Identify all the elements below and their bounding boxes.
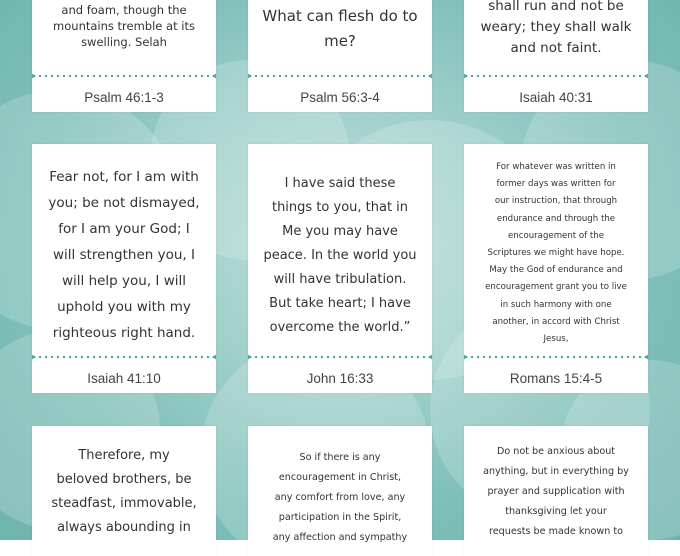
verse-text: and foam, though the mountains tremble at its swelling. Selah [53,3,195,49]
verse-reference: Isaiah 41:10 [87,371,161,386]
verse-card-anxious [464,426,648,556]
verse-card-encouragement [248,426,432,556]
dotted-divider [464,73,648,79]
verse-card-steadfast [32,426,216,556]
verse-card-romans-15 [464,144,648,393]
verse-card-psalm-56 [248,0,432,112]
dotted-divider [464,354,648,360]
dotted-divider [248,73,432,79]
verse-reference: John 16:33 [306,371,374,386]
dotted-divider [32,354,216,360]
dotted-divider [32,73,216,79]
verse-text: What can flesh do to me? [262,7,418,50]
verse-text: Fear not, for I am with you; be not dismayed, for I am your God; I will strengthen you, I will help you, I will uphold you with my righteous right hand. [48,169,200,341]
verse-text: For whatever was written in former days was written for our instruction, that through endurance and through the encouragement of the Scriptures we might have hope. May the God of endurance and encouragement grant you to live in such harmony with one another, in accord with Christ Jesus, [485,162,627,345]
verse-reference: Romans 15:4-5 [509,371,603,386]
verse-card-john-16 [248,144,432,393]
verse-reference: Psalm 56:3-4 [300,90,380,105]
verse-reference: Psalm 46:1-3 [84,90,164,105]
verse-text: Do not be anxious about anything, but in everything by prayer and supplication with thanksgiving let your requests be made known to [483,446,629,537]
verse-reference: Isaiah 40:31 [519,90,593,105]
verse-text: So if there is any encouragement in Christ, any comfort from love, any participation in the Spirit, any affection and sympathy [272,452,408,543]
verse-card-isaiah-41 [32,144,216,393]
verse-card-psalm-46 [32,0,216,112]
verse-card-isaiah-40 [464,0,648,112]
dotted-divider [248,354,432,360]
verse-text: shall run and not be weary; they shall walk and not faint. [480,0,632,56]
verse-text: I have said these things to you, that in Me you may have peace. In the world you will have tribulation. But take heart; I have overcome the world.” [263,176,417,335]
verse-text: Therefore, my beloved brothers, be steadfast, immovable, always abounding in [51,448,197,535]
